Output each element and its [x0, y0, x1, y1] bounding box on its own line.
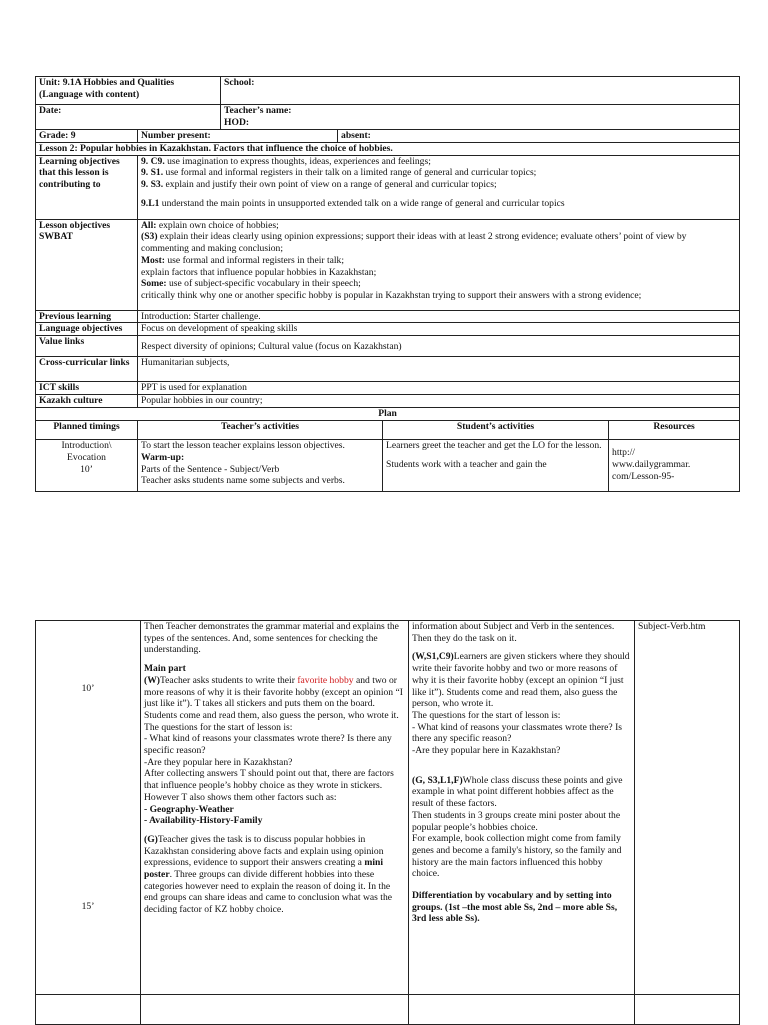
- info-value: Popular hobbies in our country;: [138, 395, 740, 408]
- lesson-objectives-cell: All: explain own choice of hobbies; (S3) explain their ideas clearly using opinion expressions; support their ideas with at least 2 strong evidence; evaluate others’ point of view by commenting and making conclusion; Most: use formal and informal registers in their talk; explain factors that influence popular hobbies in Kazakhstan; Some: use of subject-specific vocabulary in their speech; critically think why one or another specific hobby is popular in Kazakhstan trying to support their answers with a strong evidence;: [138, 219, 740, 310]
- objective-item: 9.L1 understand the main points in unsupported extended talk on a wide range of general and curricular topics: [141, 197, 565, 209]
- empty-cell: [141, 995, 409, 1025]
- objective-item: 9. S1. use formal and informal registers in their talk on a limited range of general and curricular topics;: [141, 167, 537, 179]
- info-value: Focus on development of speaking skills: [138, 323, 740, 336]
- teacher-activities-cell: To start the lesson teacher explains lesson objectives. Warm-up: Parts of the Sentence - Subject/Verb Teacher asks students name some subjects and verbs.: [138, 440, 383, 492]
- info-value: Humanitarian subjects,: [138, 357, 740, 382]
- lesson-objectives-label-cell: [36, 219, 138, 310]
- info-value: PPT is used for explanation: [138, 382, 740, 395]
- differentiation-note: Differentiation by vocabulary and by setting into groups. (1st –the most able Ss, 2nd – more able Ss, 3rd less able Ss).: [412, 890, 618, 925]
- school-cell: [221, 77, 740, 105]
- info-label: Value links: [36, 336, 138, 357]
- main-part-heading: Main part: [144, 663, 186, 675]
- column-header-teacher: Teacher’s activities: [138, 421, 383, 440]
- learning-objectives-cell: [138, 155, 740, 219]
- plan-heading: Plan: [36, 408, 740, 421]
- info-label: Kazakh culture: [36, 395, 138, 408]
- info-label: Previous learning: [36, 310, 138, 323]
- info-value: Introduction: Starter challenge.: [138, 310, 740, 323]
- unit-title: Unit: 9.1A Hobbies and Qualities: [39, 77, 175, 88]
- info-label: Language objectives: [36, 323, 138, 336]
- empty-cell: [409, 995, 635, 1025]
- resources-cell: Subject-Verb.htm: [635, 621, 740, 995]
- absent-label: absent:: [341, 130, 371, 141]
- empty-cell: [36, 995, 141, 1025]
- grade-label: Grade: 9: [39, 130, 76, 141]
- favorite-hobby-highlight: favorite hobby: [297, 674, 354, 686]
- student-activities-cell: Learners greet the teacher and get the LO for the lesson. Students work with a teacher and gain the: [383, 440, 609, 492]
- timing-main: 10’: [81, 683, 95, 694]
- lesson-plan-table: [35, 76, 740, 492]
- unit-subtitle: (Language with content): [39, 88, 140, 100]
- absent-cell: [338, 130, 740, 143]
- lesson-title: Lesson 2: Popular hobbies in Kazakhstan. Factors that influence the choice of hobbies.: [39, 143, 393, 154]
- column-header-timings: Planned timings: [36, 421, 138, 440]
- grade-cell: [36, 130, 138, 143]
- timing-cell: Introduction\ Evocation 10’: [36, 440, 138, 492]
- resources-cell: http:// www.dailygrammar. com/Lesson-95-: [609, 440, 740, 492]
- column-header-student: Student’s activities: [383, 421, 609, 440]
- school-label: School:: [224, 77, 255, 88]
- date-label: Date:: [39, 105, 62, 116]
- info-label: Cross-curricular links: [36, 357, 138, 382]
- lesson-objectives-label: Lesson objectives SWBAT: [39, 219, 111, 243]
- objective-item: 9. S3. explain and justify their own point of view on a range of general and curricular topics;: [141, 179, 497, 191]
- lesson-title-cell: [36, 143, 740, 156]
- info-value: Respect diversity of opinions; Cultural value (focus on Kazakhstan): [138, 336, 740, 357]
- number-present-cell: [138, 130, 338, 143]
- column-header-resources: Resources: [609, 421, 740, 440]
- learning-objectives-label: Learning objectives that this lesson is contributing to: [39, 155, 120, 191]
- unit-cell: [36, 77, 221, 105]
- lesson-plan-table-continued: [35, 620, 740, 1025]
- timing-cell: [36, 621, 141, 995]
- timing-group: 15’: [81, 900, 95, 912]
- empty-cell: [635, 995, 740, 1025]
- teacher-activities-cell: Then Teacher demonstrates the grammar material and explains the types of the sentences. And, some sentences for checking the understanding. Main part (W)Teacher asks students to write their favorite hobby and two or more reasons of why it is their favorite hobby (except an opinion “I just like it”). T takes all stickers and puts them on the board. Students come and read them, also guess the person, who wrote it. The questions for the start of lesson is: - What kind of reasons your classmates wrote there? Is there any specific reason? -Are they popular here in Kazakhstan? After collecting answers T should point out that, there are factors that influence people’s hobby choice as they wrote in stickers. However T also shows them other factors such as: - Geography-Weather - Availability-History-Family (G)Teacher gives the task is to discuss popular hobbies in Kazakhstan considering above facts and explain using opinion expressions, evidence to support their answers creating a mini poster. Three groups can divide different hobbies into these categories however need to explain the reason of doing it. In the end groups can share ideas and came to conclusion what was the deciding factor of KZ hobby choice.: [141, 621, 409, 995]
- learning-objectives-label-cell: [36, 155, 138, 219]
- number-present-label: Number present:: [141, 130, 211, 141]
- objective-item: 9. C9. use imagination to express thoughts, ideas, experiences and feelings;: [141, 155, 431, 167]
- teacher-name-label: Teacher’s name:: [224, 105, 292, 116]
- student-activities-cell: information about Subject and Verb in the sentences. Then they do the task on it. (W,S1,C9)Learners are given stickers where they should write their favorite hobby and two or more reasons of why it is their favorite hobby (except an opinion “I just like it”). Students come and read them, also guess the person, who wrote it. The questions for the start of lesson is: - What kind of reasons your classmates wrote there? Is there any specific reason? -Are they popular here in Kazakhstan? (G, S3,L1,F)Whole class discuss these points and give example in what point different hobbies affect as the result of these factors. Then students in 3 groups create mini poster about the popular people’s hobbies choice. For example, book collection might come from family genes and become a family's history, so the family and history are the main factors influenced this hobby choice. Differentiation by vocabulary and by setting into groups. (1st –the most able Ss, 2nd – more able Ss, 3rd less able Ss).: [409, 621, 635, 995]
- teacher-cell: [221, 105, 740, 130]
- hod-label: HOD:: [224, 116, 250, 128]
- date-cell: [36, 105, 221, 130]
- info-label: ICT skills: [36, 382, 138, 395]
